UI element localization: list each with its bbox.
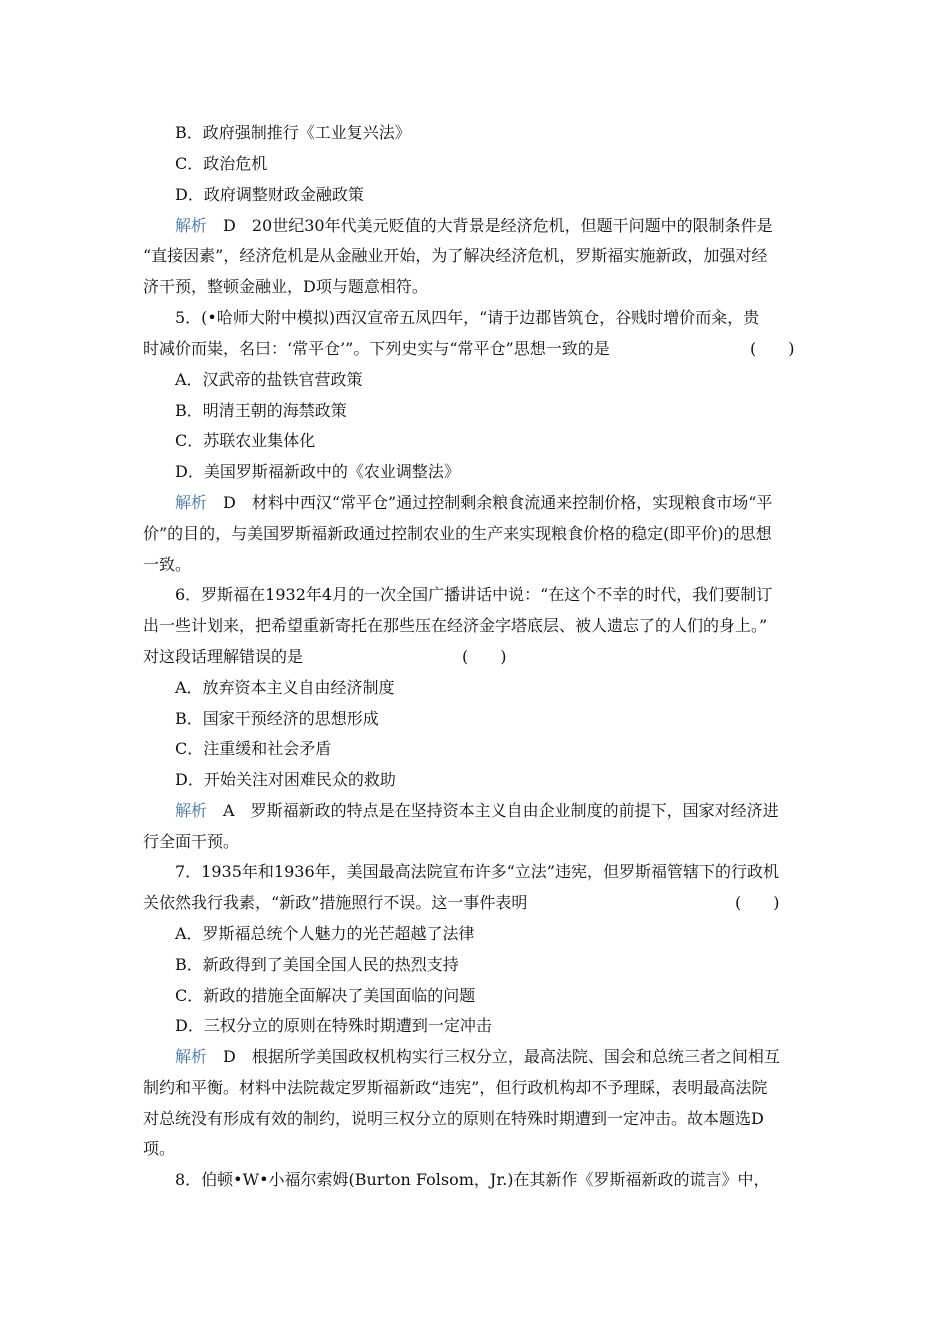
option-line: B．政府强制推行《工业复兴法》 [175,123,411,142]
question-stem-line: 关依然我行我素，“新政”措施照行不误。这一事件表明 [143,893,528,912]
analysis-line: 济干预，整顿金融业，D项与题意相符。 [143,277,428,296]
analysis-label: 解析 [175,1047,208,1066]
analysis-text: D 材料中西汉“常平仓”通过控制剩余粮食流通来控制价格，实现粮食市场“平 [207,493,773,512]
question-stem-line: 6．罗斯福在1932年4月的一次全国广播讲话中说：“在这个不幸的时代，我们要制订 [175,585,773,604]
option-line: A．放弃资本主义自由经济制度 [175,678,395,697]
analysis-label: 解析 [175,216,208,235]
analysis-line: “直接因素”，经济危机是从金融业开始，为了解决经济危机，罗斯福实施新政，加强对经 [143,246,768,265]
analysis-label: 解析 [175,801,208,820]
analysis-line: 制约和平衡。材料中法院裁定罗斯福新政“违宪”，但行政机构却不予理睬，表明最高法院 [143,1078,768,1097]
question-stem-line: 对这段话理解错误的是 [143,647,304,666]
analysis-line: 对总统没有形成有效的制约，说明三权分立的原则在特殊时期遭到一定冲击。故本题选D [143,1109,764,1128]
analysis-text: D 20世纪30年代美元贬值的大背景是经济危机，但题干问题中的限制条件是 [207,216,773,235]
option-line: D．美国罗斯福新政中的《农业调整法》 [175,462,460,481]
answer-bracket: ( ) [462,647,507,666]
option-line: C．苏联农业集体化 [175,431,316,450]
option-line: B．国家干预经济的思想形成 [175,709,379,728]
question-stem-line: 时减价而粜，名曰：‘常平仓’”。下列史实与“常平仓”思想一致的是 [143,339,610,358]
option-line: A．汉武帝的盐铁官营政策 [175,370,363,389]
option-line: C．政治危机 [175,154,268,173]
option-line: B．新政得到了美国全国人民的热烈支持 [175,955,459,974]
analysis-line: 项。 [143,1139,176,1158]
analysis-line [175,1047,780,1067]
analysis-text: A 罗斯福新政的特点是在坚持资本主义自由企业制度的前提下，国家对经济进 [207,801,779,820]
analysis-line: 价”的目的，与美国罗斯福新政通过控制农业的生产来实现粮食价格的稳定(即平价)的思想 [143,524,772,543]
analysis-line: 行全面干预。 [143,832,240,851]
answer-bracket: ( ) [735,893,780,912]
option-line: A．罗斯福总统个人魅力的光芒超越了法律 [175,924,475,943]
analysis-line [175,493,772,513]
option-line: D．开始关注对困难民众的救助 [175,770,396,789]
question-stem-line: 出一些计划来，把希望重新寄托在那些压在经济金字塔底层、被人遗忘了的人们的身上。” [143,616,768,635]
analysis-label: 解析 [175,493,208,512]
analysis-line [175,216,773,236]
question-stem-line: 7．1935年和1936年，美国最高法院宣布许多“立法”违宪，但罗斯福管辖下的行政机 [175,862,779,881]
analysis-line [175,801,779,821]
question-stem-line: 8．伯顿•W•小福尔索姆(Burton Folsom，Jr.)在其新作《罗斯福新政的谎言》中， [175,1170,770,1189]
answer-bracket: ( ) [750,339,795,358]
option-line: C．新政的措施全面解决了美国面临的问题 [175,986,476,1005]
option-line: D．政府调整财政金融政策 [175,185,364,204]
option-line: B．明清王朝的海禁政策 [175,401,347,420]
option-line: C．注重缓和社会矛盾 [175,739,332,758]
option-line: D．三权分立的原则在特殊时期遭到一定冲击 [175,1016,492,1035]
question-stem-line: 5．(•哈师大附中模拟)西汉宣帝五凤四年，“请于边郡皆筑仓，谷贱时增价而籴，贵 [175,308,760,327]
analysis-text: D 根据所学美国政权机构实行三权分立，最高法院、国会和总统三者之间相互 [207,1047,780,1066]
analysis-line: 一致。 [143,555,192,574]
